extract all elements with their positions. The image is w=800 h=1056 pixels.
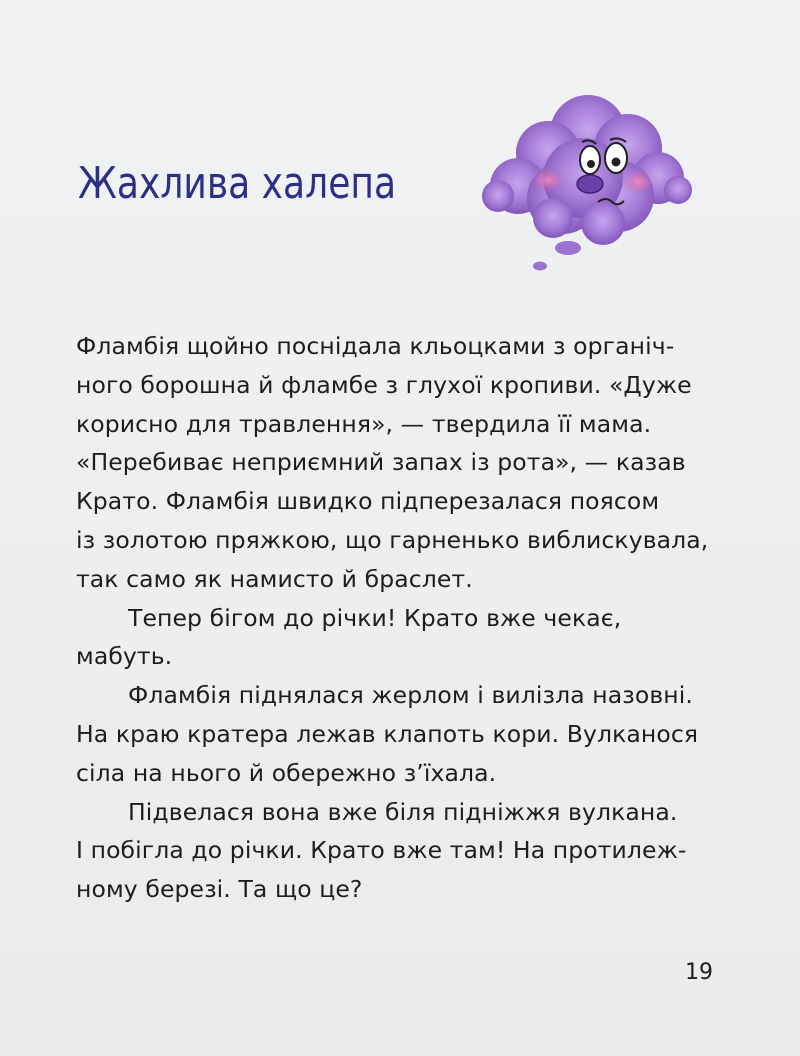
- chapter-title: Жахлива халепа: [78, 158, 397, 209]
- thought-bubble-large: [555, 241, 581, 255]
- story-text: [76, 327, 716, 909]
- text-line: ному березі. Та що це?: [76, 875, 363, 904]
- page-number: 19: [685, 960, 713, 985]
- text-line: На краю кратера лежав клапоть кори. Вулканося: [76, 719, 699, 748]
- text-line: так само як намисто й браслет.: [76, 564, 473, 593]
- text-line: мабуть.: [76, 642, 173, 671]
- text-line: корисно для травлення», — твердила її мама.: [76, 409, 652, 438]
- text-line: сіла на нього й обережно з’їхала.: [76, 758, 497, 787]
- text-line: Підвелася вона вже біля підніжжя вулкана.: [128, 797, 678, 826]
- text-line: Фламбія піднялася жерлом і вилізла назовні.: [128, 681, 693, 710]
- text-line: Тепер бігом до річки! Крато вже чекає,: [128, 603, 622, 632]
- nose: [577, 175, 603, 193]
- worried-purple-cloud-icon: [478, 78, 698, 278]
- thought-bubble-small: [533, 262, 547, 271]
- right-cheek: [622, 170, 654, 194]
- text-line: «Перебиває неприємний запах із рота», — казав: [76, 448, 686, 477]
- text-line: ного борошна й фламбе з глухої кропиви. «Дуже: [76, 370, 692, 399]
- text-line: Крато. Фламбія швидко підперезалася поясом: [76, 487, 660, 516]
- text-line: із золотою пряжкою, що гарненько виблискувала,: [76, 525, 709, 554]
- text-line: І побігла до річки. Крато вже там! На протилеж-: [76, 836, 687, 865]
- left-cheek: [532, 168, 564, 192]
- text-line: Фламбія щойно поснідала кльоцками з органіч-: [76, 332, 675, 360]
